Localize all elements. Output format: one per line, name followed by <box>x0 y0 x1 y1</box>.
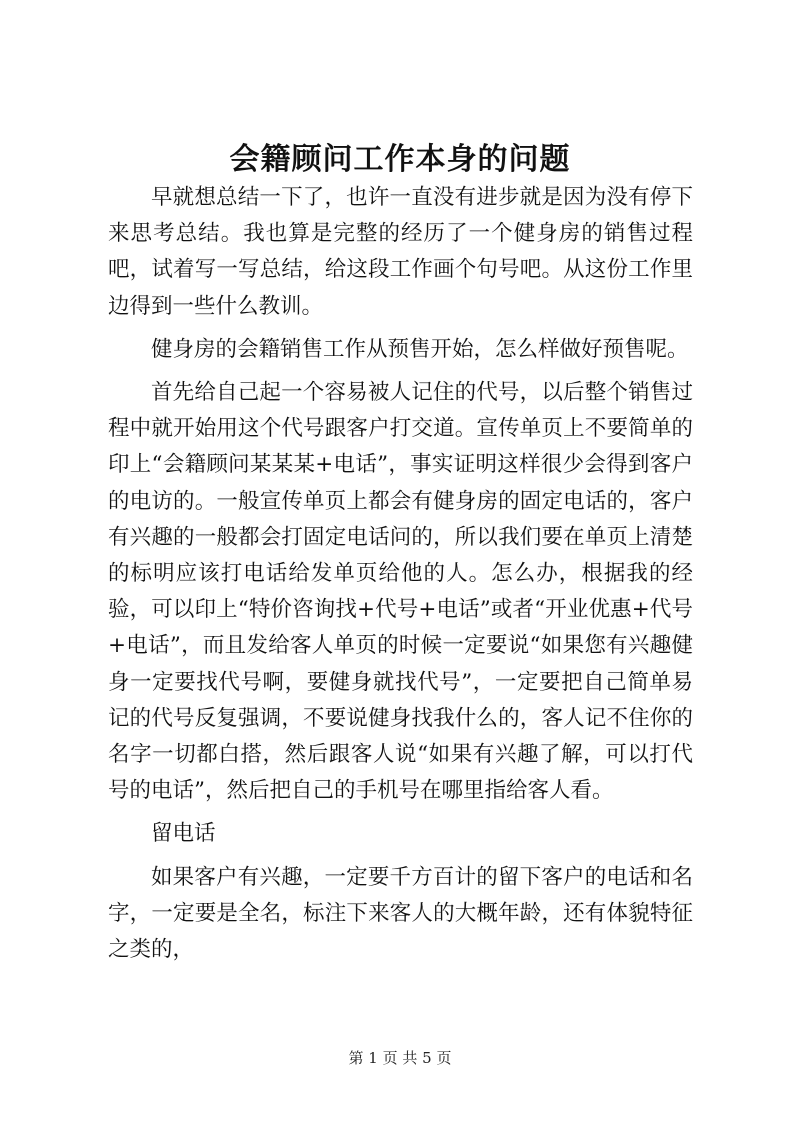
paragraph-1: 早就想总结一下了，也许一直没有进步就是因为没有停下来思考总结。我也算是完整的经历了一个健身房的销售过程吧，试着写一写总结，给这段工作画个句号吧。从这份工作里边得到一些什么教训。 <box>108 185 693 319</box>
page-number-footer: 第 1 页 共 5 页 <box>348 1049 452 1067</box>
paragraph-3: 首先给自己起一个容易被人记住的代号，以后整个销售过程中就开始用这个代号跟客户打交道。宣传单页上不要简单的印上“会籍顾问某某某+电话”，事实证明这样很少会得到客户的电访的。一般宣传单页上都会有健身房的固定电话的，客户有兴趣的一般都会打固定电话问的，所以我们要在单页上清楚的标明应该打电话给发单页给他的人。怎么办，根据我的经验，可以印上“特价咨询找+代号+电话”或者“开业优惠+代号+电话”，而且发给客人单页的时候一定要说“如果您有兴趣健身一定要找代号啊，要健身就找代号”，一定要把自己简单易记的代号反复强调，不要说健身找我什么的，客人记不住你的名字一切都白搭，然后跟客人说“如果有兴趣了解，可以打代号的电话”，然后把自己的手机号在哪里指给客人看。 <box>108 380 693 804</box>
document-body <box>108 180 693 968</box>
section-heading-leave-phone: 留电话 <box>151 821 216 847</box>
page-title: 会籍顾问工作本身的问题 <box>229 142 571 177</box>
paragraph-2: 健身房的会籍销售工作从预售开始，怎么样做好预售呢。 <box>151 336 689 362</box>
paragraph-5: 如果客户有兴趣，一定要千方百计的留下客户的电话和名字，一定要是全名，标注下来客人的大概年龄，还有体貌特征之类的， <box>108 864 693 963</box>
